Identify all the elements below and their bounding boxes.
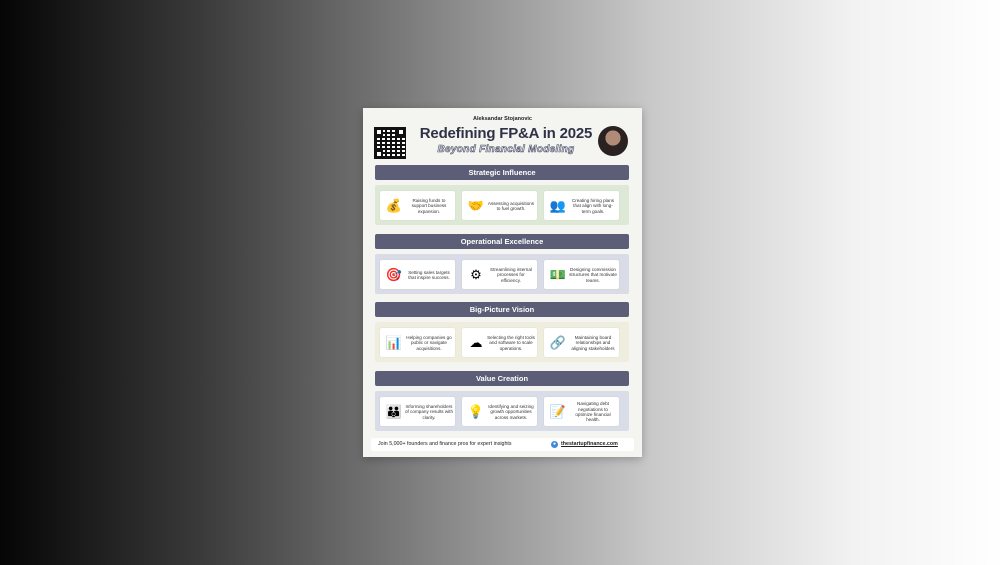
card-text: Raising funds to support business expansion.: [411, 198, 447, 214]
section-header-operational-excellence: Operational Excellence: [375, 234, 629, 249]
card-text: Assessing acquisitions to fuel growth.: [487, 200, 535, 211]
card-text: Streamlining internal processes for efficiency.: [490, 267, 532, 283]
target-icon: 🎯: [385, 267, 403, 282]
section-body-big-picture-vision: [375, 322, 629, 362]
card-text: Informing shareholders of company results with clarity.: [405, 404, 453, 420]
card: [380, 260, 455, 289]
shareholders-icon: 👪: [385, 404, 403, 419]
section-header-value-creation: Value Creation: [375, 371, 629, 386]
card-text: Maintaining board relationships and aligning stakeholders: [571, 335, 615, 351]
section-body-operational-excellence: [375, 254, 629, 294]
card: [544, 328, 619, 357]
card-text: Designing commission structures that motivate teams.: [569, 267, 617, 283]
card: [462, 328, 537, 357]
process-gears-icon: ⚙: [470, 267, 482, 282]
card-text: Setting sales targets that inspire success.: [408, 269, 450, 280]
money-bag-icon: 💰: [385, 198, 403, 213]
commission-hand-icon: 💵: [549, 267, 567, 282]
acquisition-icon: 🤝: [467, 198, 485, 213]
avatar: [598, 126, 628, 156]
card: [380, 328, 455, 357]
page-subtitle: Beyond Financial Modeling: [437, 144, 575, 155]
card-text: Helping companies go public or navigate acquisitions.: [406, 335, 452, 351]
section-body-value-creation: [375, 391, 629, 431]
infographic-sheet: [363, 108, 642, 457]
card: [544, 397, 619, 426]
card: [544, 191, 619, 220]
growth-idea-icon: 💡: [467, 404, 485, 419]
card: [544, 260, 619, 289]
card: [380, 397, 455, 426]
footer-cta: Join 5,000+ founders and finance pros for expert insights: [378, 441, 512, 447]
card-text: Identifying and seizing growth opportunities across markets.: [488, 404, 534, 420]
author-name: Aleksandar Stojanovic: [473, 116, 532, 122]
debt-negotiation-icon: 📝: [549, 404, 567, 419]
section-header-strategic-influence: Strategic Influence: [375, 165, 629, 180]
card-text: Creating hiring plans that align with long-term goals.: [571, 198, 615, 214]
website-link[interactable]: thestartupfinance.com: [561, 441, 618, 447]
stock-chart-icon: 📊: [385, 335, 403, 350]
network-icon: 🔗: [549, 335, 567, 350]
card: [380, 191, 455, 220]
section-body-strategic-influence: [375, 185, 629, 225]
page-title: Redefining FP&A in 2025: [419, 125, 593, 142]
footer-bar: [371, 438, 634, 451]
qr-code-icon[interactable]: [375, 128, 405, 158]
card: [462, 260, 537, 289]
card: [462, 191, 537, 220]
globe-icon: ●: [552, 441, 557, 447]
team-planning-icon: 👥: [549, 198, 567, 213]
card-text: Navigating debt negotiations to optimize financial health.: [575, 401, 611, 423]
card: [462, 397, 537, 426]
cloud-database-icon: ☁: [469, 335, 483, 350]
card-text: Selecting the right tools and software to scale operations.: [487, 335, 535, 351]
section-header-big-picture-vision: Big-Picture Vision: [375, 302, 629, 317]
